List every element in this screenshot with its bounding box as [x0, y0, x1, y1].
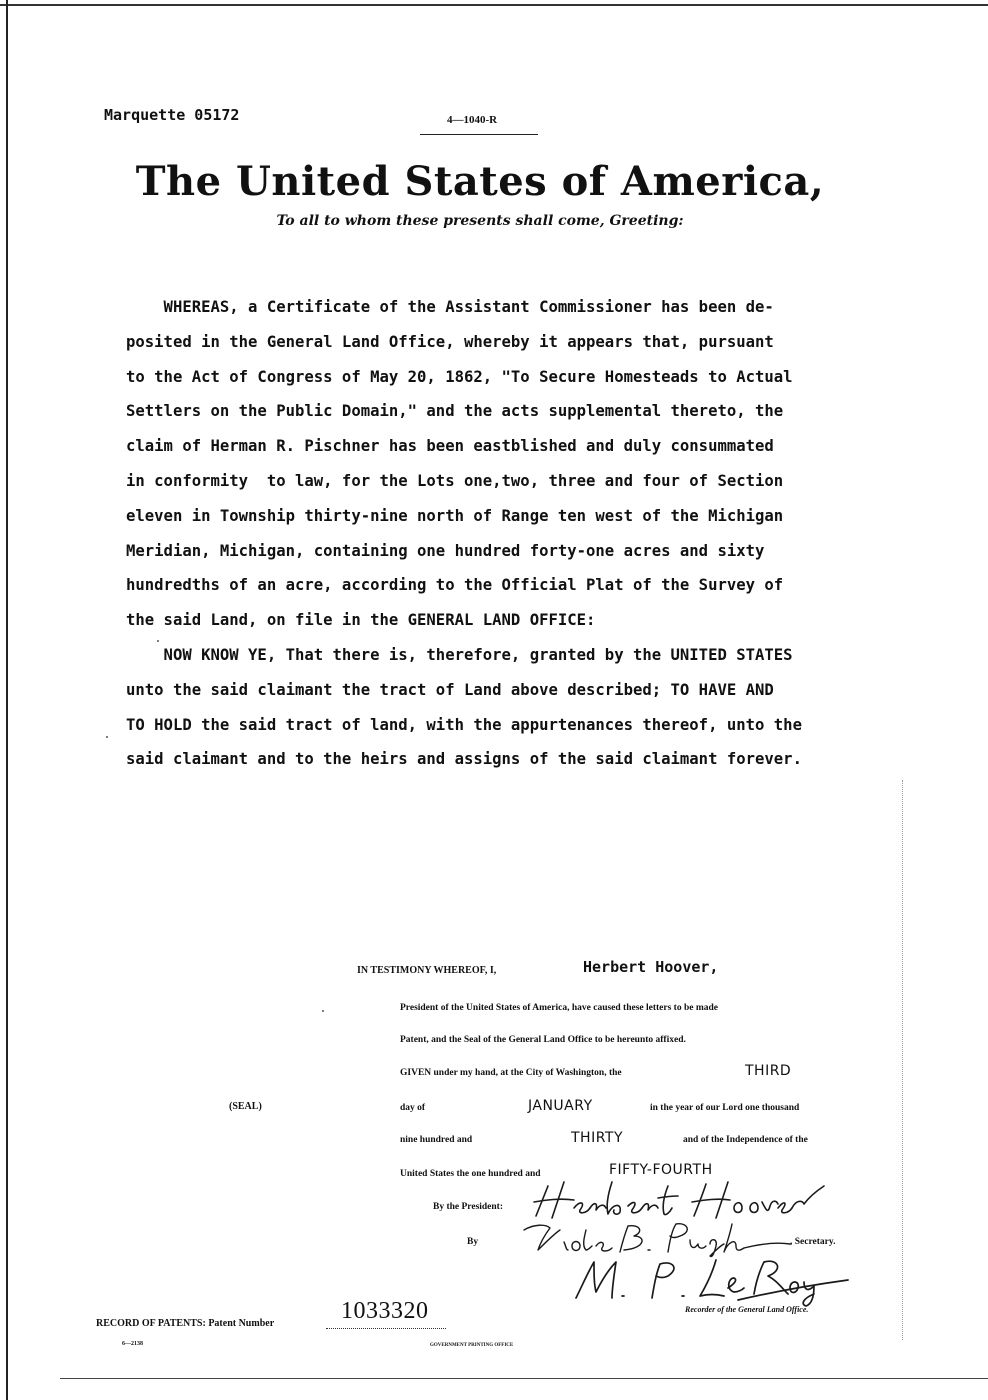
page-edge-dotted [902, 780, 904, 1340]
body-line: to the Act of Congress of May 20, 1862, "To Secure Homesteads to Actual [126, 367, 793, 386]
seal-label: (SEAL) [229, 1101, 262, 1112]
record-of-patents-label: RECORD OF PATENTS: Patent Number [96, 1318, 275, 1329]
body-line: the said Land, on file in the GENERAL LAND OFFICE: [126, 611, 596, 630]
year-value: THIRTY [571, 1130, 624, 1146]
body-line: Settlers on the Public Domain," and the acts supplemental thereto, the [126, 402, 784, 421]
body-line: unto the said claimant the tract of Land above described; TO HAVE AND [126, 680, 774, 699]
printer-imprint: GOVERNMENT PRINTING OFFICE [430, 1343, 514, 1348]
form-number-rule [420, 134, 538, 135]
body-line: Meridian, Michigan, containing one hundred forty-one acres and sixty [126, 541, 765, 560]
body-line: in conformity to law, for the Lots one,two, three and four of Section [126, 471, 784, 490]
testimony-label: IN TESTIMONY WHEREOF, I, [357, 965, 497, 976]
by-label: By [467, 1237, 479, 1247]
patent-number-rule [326, 1328, 446, 1329]
day-label: day of [400, 1103, 426, 1113]
recorder-label: Recorder of the General Land Office. [685, 1305, 809, 1314]
testimony-line: President of the United States of America, have caused these letters to be made [400, 1003, 719, 1013]
by-president-label: By the President: [433, 1202, 504, 1212]
page-border-bottom [60, 1378, 988, 1379]
body-line: eleven in Township thirty-nine north of Range ten west of the Michigan [126, 506, 784, 525]
body-line: NOW KNOW YE, That there is, therefore, granted by the UNITED STATES [126, 645, 793, 664]
patent-body [126, 290, 866, 777]
greeting: To all to whom these presents shall come, Greeting: [276, 213, 684, 229]
body-line: said claimant and to the heirs and assigns of the said claimant forever. [126, 750, 802, 769]
body-line: posited in the General Land Office, whereby it appears that, pursuant [126, 332, 774, 351]
testimony-line: GIVEN under my hand, at the City of Washington, the [400, 1068, 622, 1078]
year-text: in the year of our Lord one thousand [650, 1103, 800, 1113]
paper-speck [157, 640, 159, 642]
paper-speck [322, 1010, 324, 1012]
signer-name: Herbert Hoover, [583, 958, 719, 976]
testimony-line: Patent, and the Seal of the General Land Office to be hereunto affixed. [400, 1035, 686, 1045]
secretary-label: , Secretary. [790, 1237, 836, 1247]
body-line: claim of Herman R. Pischner has been eastblished and duly consummated [126, 437, 774, 456]
president-signature [530, 1178, 830, 1220]
page-border-left [6, 0, 8, 1400]
document-title: The United States of America, [135, 158, 825, 205]
body-line: WHEREAS, a Certificate of the Assistant Commissioner has been de- [126, 298, 774, 316]
body-line: hundredths of an acre, according to the Official Plat of the Survey of [126, 576, 784, 595]
body-line: TO HOLD the said tract of land, with the appurtenances thereof, unto the [126, 715, 802, 734]
patent-number: 1033320 [341, 1298, 429, 1324]
form-code: 6—2138 [122, 1341, 143, 1347]
united-states-label: United States the one hundred and [400, 1169, 541, 1179]
nine-hundred-label: nine hundred and [400, 1135, 473, 1145]
paper-speck [106, 736, 108, 738]
form-number: 4—1040-R [447, 114, 498, 126]
day-value: THIRD [745, 1063, 792, 1079]
independence-value: FIFTY-FOURTH [609, 1162, 713, 1178]
independence-label: and of the Independence of the [683, 1135, 808, 1145]
recorder-signature [568, 1250, 858, 1308]
page-border-top [0, 4, 988, 6]
case-number: Marquette 05172 [104, 106, 240, 124]
month-value: JANUARY [528, 1098, 593, 1114]
